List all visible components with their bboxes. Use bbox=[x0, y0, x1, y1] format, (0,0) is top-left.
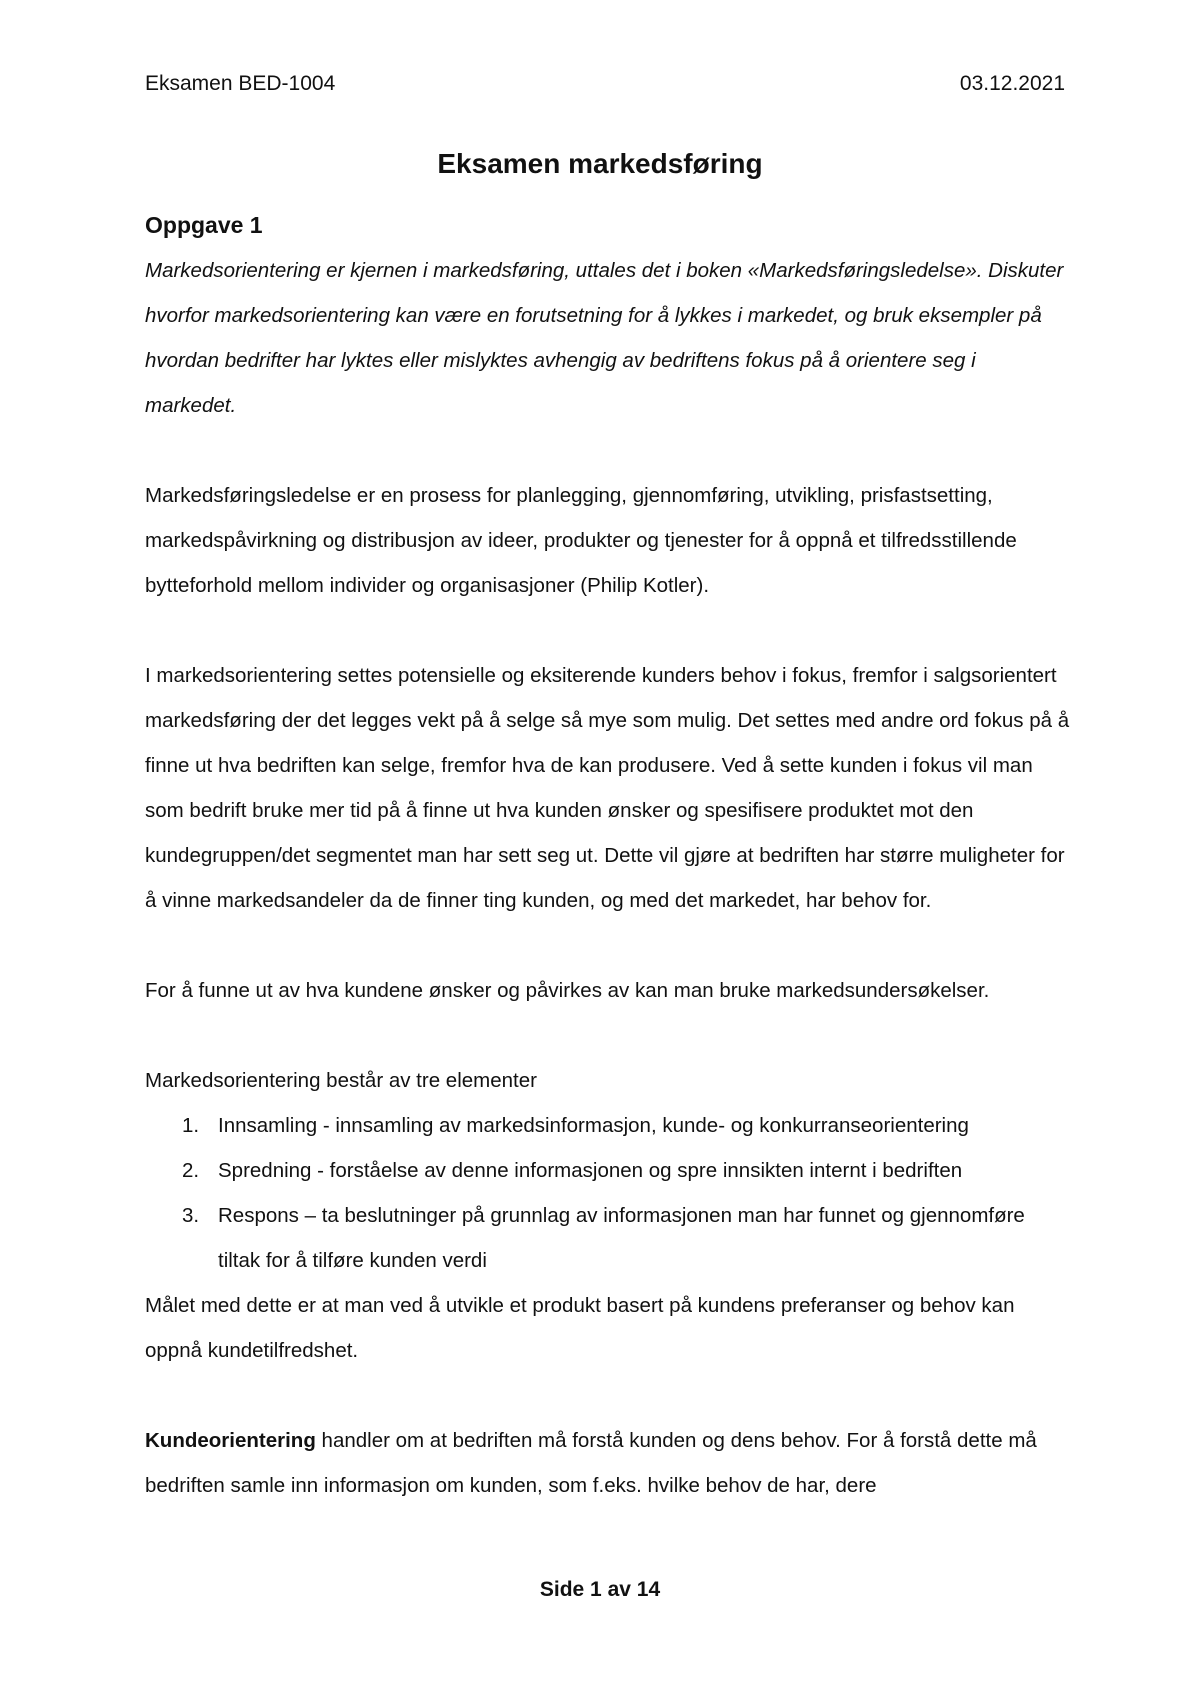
list-item-number: 2. bbox=[182, 1159, 200, 1182]
term-customer-orientation: Kundeorientering bbox=[145, 1429, 316, 1452]
task-question: Markedsorientering er kjernen i markedsføring, uttales det i boken «Markedsføringsledelse». Diskuter hvorfor markedsorientering kan være en forutsetning for å lykkes i markedet, og bruk eksempler på hvordan bedrifter har lyktes eller mislyktes avhengig av bedriftens fokus på å orientere seg i markedet. bbox=[145, 259, 1064, 417]
list-item bbox=[145, 1148, 1070, 1193]
task-heading: Oppgave 1 bbox=[145, 212, 263, 238]
list-item bbox=[145, 1193, 1070, 1283]
list-item-number: 3. bbox=[182, 1204, 200, 1227]
list-item-text: Spredning - forståelse av denne informasjonen og spre innsikten internt i bedriften bbox=[218, 1159, 963, 1182]
page-title: Eksamen markedsføring bbox=[437, 148, 763, 179]
list-item-number: 1. bbox=[182, 1114, 200, 1137]
page-number: Side 1 av 14 bbox=[539, 1578, 661, 1601]
list-intro: Markedsorientering består av tre elementer bbox=[145, 1069, 537, 1092]
paragraph-customer-orientation bbox=[145, 1418, 1070, 1508]
list-item bbox=[145, 1103, 1070, 1148]
header-course-code: Eksamen BED-1004 bbox=[145, 72, 336, 95]
paragraph-spacer bbox=[145, 1013, 1070, 1058]
elements-list bbox=[145, 1103, 1070, 1283]
paragraph-spacer bbox=[145, 923, 1070, 968]
paragraph-spacer bbox=[145, 1373, 1070, 1418]
paragraph-goal: Målet med dette er at man ved å utvikle et produkt basert på kundens preferanser og behov kan oppnå kundetilfredshet. bbox=[145, 1294, 1015, 1362]
paragraph-definition: Markedsføringsledelse er en prosess for planlegging, gjennomføring, utvikling, prisfastsetting, markedspåvirkning og distribusjon av ideer, produkter og tjenester for å oppnå et tilfredsstillende bytteforhold mellom individer og organisasjoner (Philip Kotler). bbox=[145, 484, 1017, 597]
header-date: 03.12.2021 bbox=[959, 72, 1065, 95]
paragraph-spacer bbox=[145, 608, 1070, 653]
list-item-text: Innsamling - innsamling av markedsinformasjon, kunde- og konkurranseorientering bbox=[218, 1114, 969, 1137]
paragraph-market-orientation: I markedsorientering settes potensielle og eksiterende kunders behov i fokus, fremfor i salgsorientert markedsføring der det legges vekt på å selge så mye som mulig. Det settes med andre ord fokus på å finne ut hva bedriften kan selge, fremfor hva de kan produsere. Ved å sette kunden i fokus vil man som bedrift bruke mer tid på å finne ut hva kunden ønsker og spesifisere produktet mot den kundegruppen/det segmentet man har sett seg ut. Dette vil gjøre at bedriften har større muligheter for å vinne markedsandeler da de finner ting kunden, og med det markedet, har behov for. bbox=[145, 664, 1070, 912]
paragraph-customer-orientation-text: handler om at bedriften må forstå kunden og dens behov. For å forstå dette må bedriften samle inn informasjon om kunden, som f.eks. hvilke behov de har, dere bbox=[145, 1429, 1037, 1497]
paragraph-market-research: For å funne ut av hva kundene ønsker og påvirkes av kan man bruke markedsundersøkelser. bbox=[145, 979, 990, 1002]
document-body bbox=[145, 208, 1070, 1508]
paragraph-spacer bbox=[145, 428, 1070, 473]
list-item-text: Respons – ta beslutninger på grunnlag av informasjonen man har funnet og gjennomføre tiltak for å tilføre kunden verdi bbox=[218, 1204, 1025, 1272]
